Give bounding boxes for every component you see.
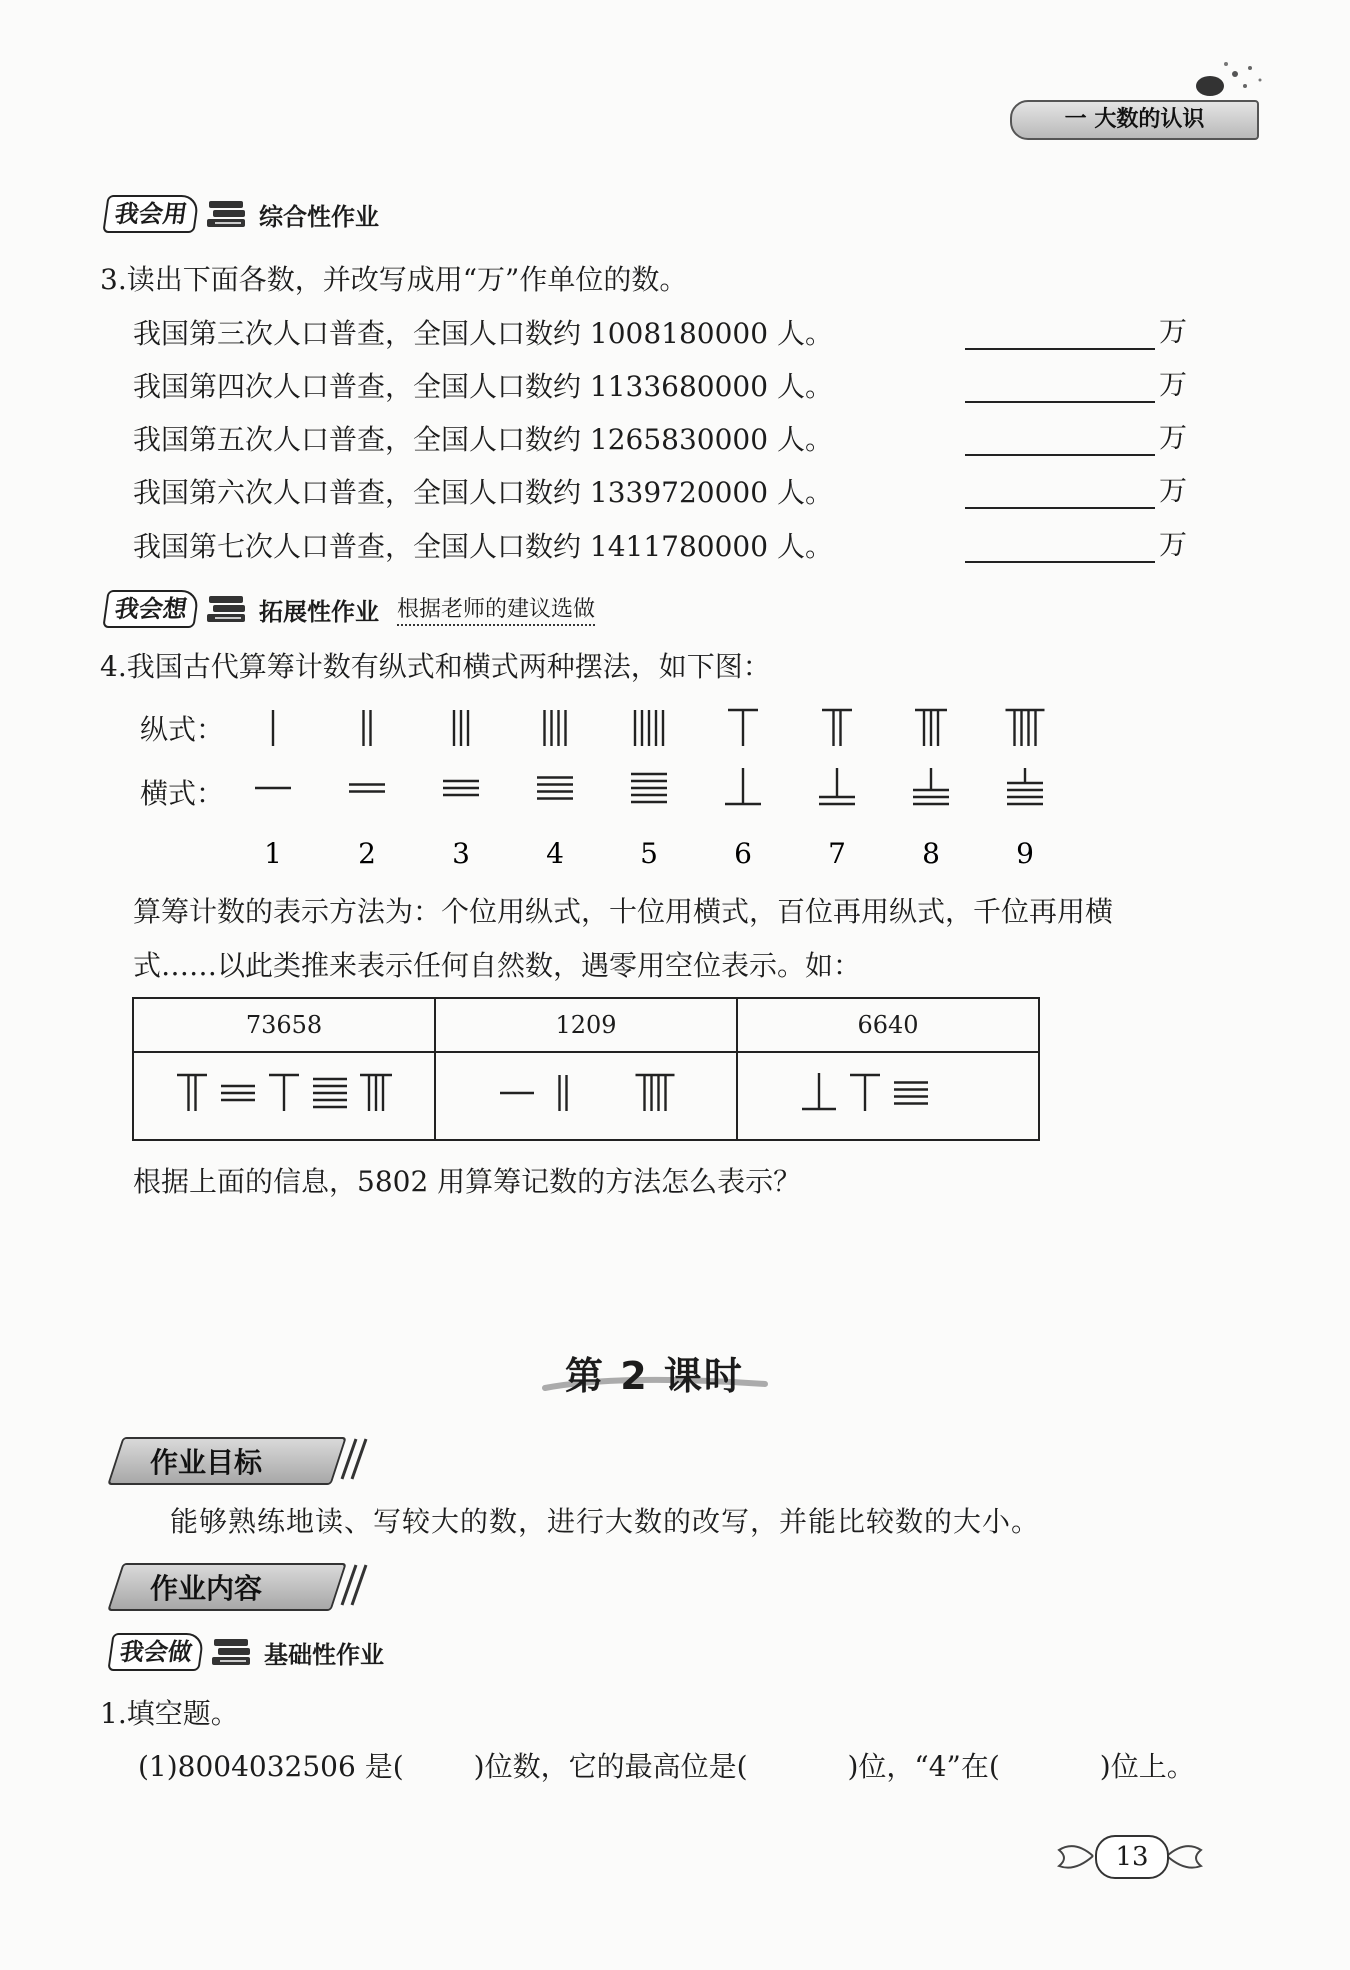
section-badge: 我会想: [102, 590, 199, 628]
rods-explanation-line1: 算筹计数的表示方法为：个位用纵式，十位用横式，百位再用纵式，千位再用横: [133, 895, 1114, 928]
horizontal-rod-7: [819, 768, 855, 804]
lesson-title: 第 2 课时: [565, 1354, 744, 1398]
example-rods-3: [737, 1052, 1039, 1140]
answer-blank-4[interactable]: [965, 469, 1187, 509]
section-kind: 拓展性作业: [259, 597, 379, 626]
section-note: 根据老师的建议选做: [397, 592, 595, 626]
rods-svg: [230, 700, 1090, 890]
example-rod-glyph: [560, 1075, 567, 1111]
example-rod-glyph: [313, 1079, 347, 1107]
example-rod-glyph: [177, 1075, 207, 1111]
example-rods-2: [435, 1052, 737, 1140]
question-4-prompt: 4.我国古代算筹计数有纵式和横式两种摆法，如下图：: [100, 650, 771, 683]
stripes-icon: [330, 1563, 370, 1607]
horizontal-rod-8: [913, 768, 949, 804]
example-number-2: 1209: [435, 998, 737, 1052]
section-kind: 综合性作业: [259, 202, 379, 231]
census-item-7: 我国第七次人口普查，全国人口数约 1411780000 人。: [133, 530, 833, 563]
census-item-4: 我国第四次人口普查，全国人口数约 1133680000 人。: [133, 370, 833, 403]
vertical-rod-4: [545, 710, 566, 746]
unit-label: 万: [1159, 315, 1188, 348]
example-number-3: 6640: [737, 998, 1039, 1052]
vertical-rod-3: [454, 710, 468, 746]
content-tag: [115, 1563, 339, 1611]
goal-tag-label: 作业目标: [150, 1446, 263, 1479]
page-number: 13: [1095, 1835, 1169, 1879]
unit-label: 万: [1159, 528, 1188, 561]
digit-label: 5: [640, 837, 658, 870]
chapter-ink-decoration: [1190, 56, 1270, 106]
stripes-icon: [330, 1437, 370, 1481]
census-item-3: 我国第三次人口普查，全国人口数约 1008180000 人。: [133, 317, 833, 350]
example-rod-glyph: [802, 1073, 836, 1109]
digit-label: 2: [358, 837, 376, 870]
census-item-6: 我国第六次人口普查，全国人口数约 1339720000 人。: [133, 476, 833, 509]
digit-label: 9: [1016, 837, 1034, 870]
horizontal-rod-9: [1007, 768, 1043, 804]
vertical-rod-2: [364, 710, 371, 746]
q1-text-a: (1)8004032506 是(: [138, 1750, 404, 1783]
vertical-rod-6: [728, 710, 758, 746]
section-header-comprehensive: [105, 195, 379, 233]
question-3-prompt: 3.读出下面各数，并改写成用“万”作单位的数。: [100, 263, 688, 296]
digit-label: 3: [452, 837, 470, 870]
section-badge: 我会做: [107, 1633, 204, 1671]
section-header-extension: [105, 590, 595, 628]
example-rods-1: [133, 1052, 435, 1140]
question-1-prompt: 1.填空题。: [100, 1697, 239, 1730]
q1-text-b: )位数，它的最高位是(: [473, 1750, 748, 1783]
example-rod-glyph: [850, 1075, 880, 1111]
goal-tag: [115, 1437, 339, 1485]
horizontal-rod-4: [537, 778, 573, 799]
digit-label: 4: [546, 837, 564, 870]
unit-label: 万: [1159, 474, 1188, 507]
horizontal-form-label: 横式：: [140, 777, 225, 810]
digit-label: 8: [922, 837, 940, 870]
vertical-rod-8: [915, 710, 947, 746]
example-number-1: 73658: [133, 998, 435, 1052]
question-4-ask: 根据上面的信息，5802 用算筹记数的方法怎么表示？: [133, 1165, 802, 1198]
example-rod-glyph: [269, 1075, 299, 1111]
q1-text-d: )位上。: [1099, 1750, 1195, 1783]
books-icon: [210, 1635, 254, 1669]
section-kind: 基础性作业: [264, 1640, 384, 1669]
content-tag-label: 作业内容: [150, 1572, 263, 1605]
section-header-basic: [110, 1633, 384, 1671]
digit-label: 1: [264, 837, 282, 870]
books-icon: [205, 592, 249, 626]
horizontal-rod-6: [725, 768, 761, 804]
rods-example-table: [132, 997, 1040, 1141]
goal-text: 能够熟练地读、写较大的数，进行大数的改写，并能比较数的大小。: [170, 1505, 1041, 1538]
example-rod-glyph: [894, 1083, 928, 1104]
answer-blank-3[interactable]: [965, 416, 1187, 456]
answer-blank-5[interactable]: [965, 523, 1187, 563]
unit-label: 万: [1159, 421, 1188, 454]
example-rod-glyph: [221, 1086, 255, 1100]
section-badge: 我会用: [102, 195, 199, 233]
question-1-part1: [138, 1745, 1195, 1785]
example-rod-glyph: [636, 1075, 675, 1111]
vertical-rod-9: [1006, 710, 1045, 746]
horizontal-rod-2: [349, 785, 385, 792]
vertical-rod-7: [822, 710, 852, 746]
rods-explanation-line2: 式……以此类推来表示任何自然数，遇零用空位表示。如：: [133, 949, 862, 982]
horizontal-rod-5: [631, 774, 667, 802]
unit-label: 万: [1159, 368, 1188, 401]
horizontal-rod-3: [443, 781, 479, 795]
vertical-form-label: 纵式：: [140, 713, 225, 746]
answer-blank-2[interactable]: [965, 363, 1187, 403]
digit-label: 6: [734, 837, 752, 870]
vertical-rod-5: [635, 710, 663, 746]
q1-text-c: )位，“4”在(: [847, 1750, 1000, 1783]
books-icon: [205, 197, 249, 231]
census-item-5: 我国第五次人口普查，全国人口数约 1265830000 人。: [133, 423, 833, 456]
chapter-header: 一 大数的认识: [1010, 100, 1259, 140]
digit-label: 7: [828, 837, 846, 870]
example-rod-glyph: [360, 1075, 392, 1111]
answer-blank-1[interactable]: [965, 310, 1187, 350]
